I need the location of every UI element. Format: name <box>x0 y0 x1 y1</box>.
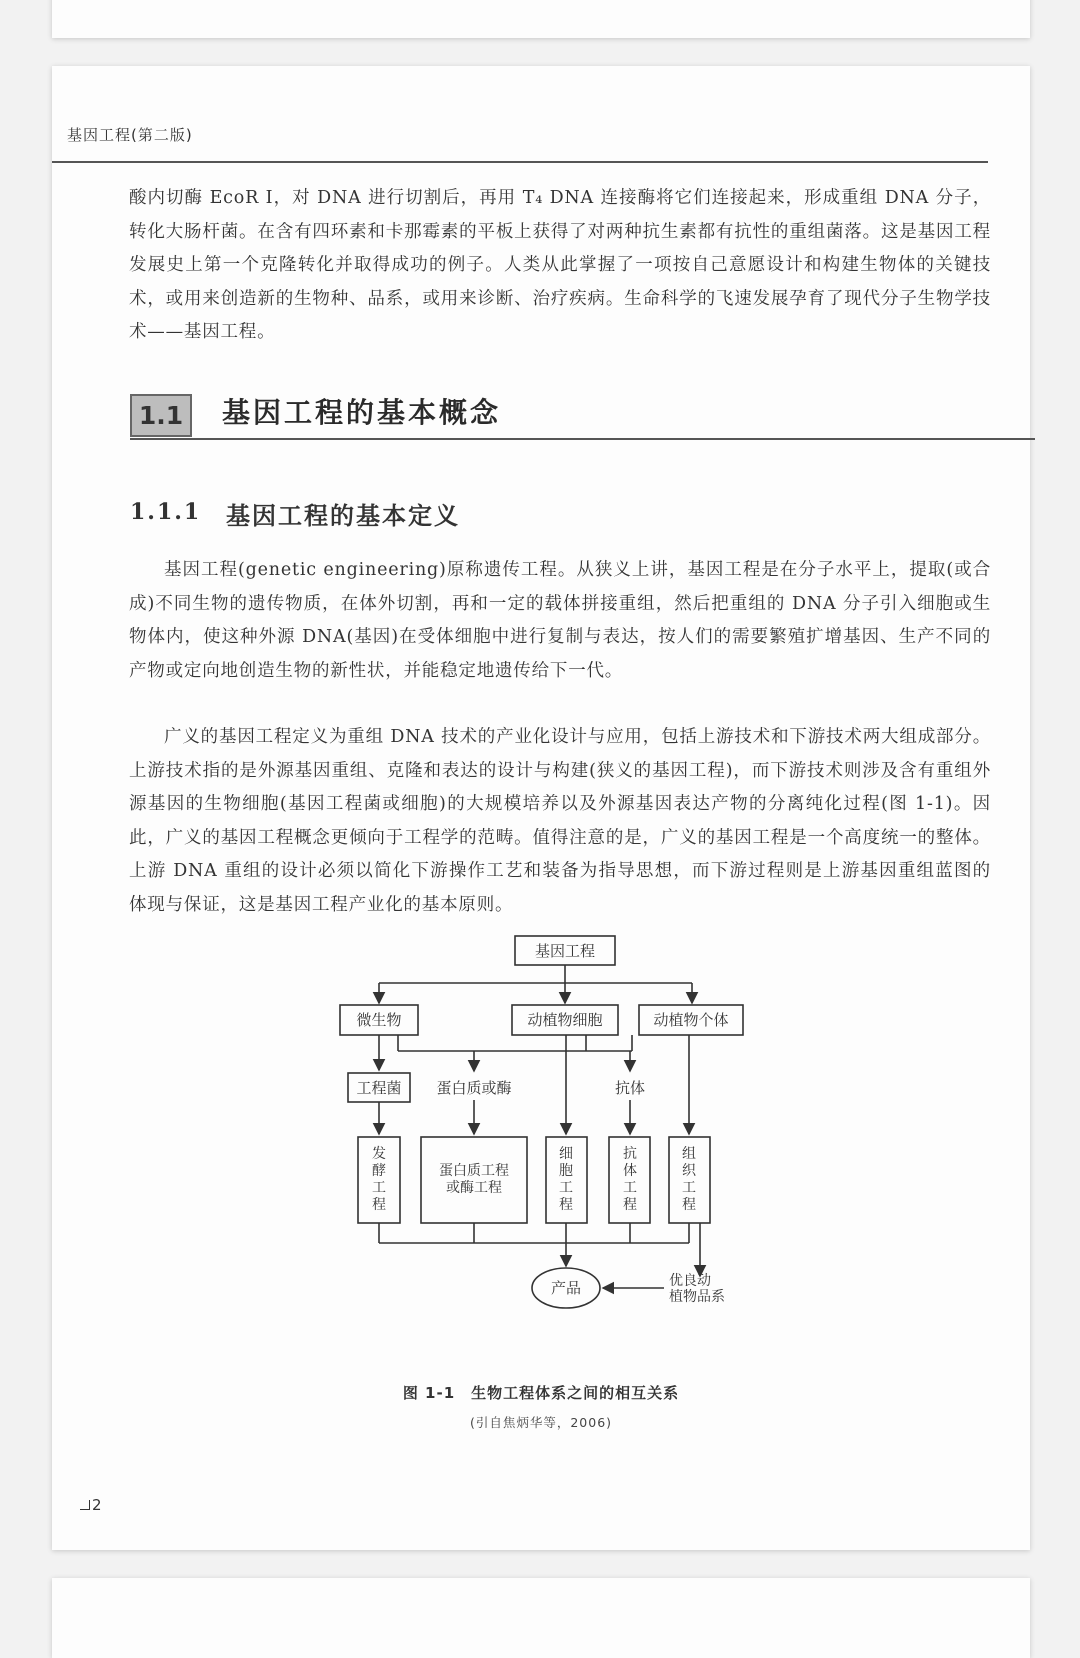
node-product <box>532 1268 600 1308</box>
node-cells <box>512 1005 618 1035</box>
node-antibody-engineering <box>609 1137 650 1223</box>
label-cell-engineering-char: 细 <box>559 1146 573 1162</box>
node-tissue-engineering <box>669 1137 710 1223</box>
page-number <box>80 1496 102 1514</box>
subsection-number: 1.1.1 <box>130 499 202 525</box>
label-fermentation-char: 发 <box>372 1146 386 1162</box>
label-protein-engineering-line1: 蛋白质工程 <box>439 1163 509 1179</box>
node-cell-engineering <box>546 1137 587 1223</box>
page-corner-mark <box>80 1500 90 1510</box>
label-antibody-engineering-char: 程 <box>623 1197 637 1213</box>
label-protein-engineering-line2: 或酶工程 <box>446 1180 502 1196</box>
intro-paragraph: 酸内切酶 EcoR Ⅰ，对 DNA 进行切割后，再用 T₄ DNA 连接酶将它们连接起来，形成重组 DNA 分子，转化大肠杆菌。在含有四环素和卡那霉素的平板上获得了对两种抗生素都有抗性的重组菌落。这是基因工程发展史上第一个克隆转化并取得成功的例子。人类从此掌握了一项按自己意愿设计和构建生物体的关键技术，或用来创造新的生物种、品系，或用来诊断、治疗疾病。生命科学的飞速发展孕育了现代分子生物学技术——基因工程。 <box>129 188 991 342</box>
label-antibody-engineering-char: 抗 <box>623 1146 637 1162</box>
node-fermentation <box>358 1137 400 1223</box>
subsection-title: 基因工程的基本定义 <box>226 501 460 530</box>
label-protein-enzyme: 蛋白质或酶 <box>436 1079 512 1097</box>
label-cells: 动植物细胞 <box>527 1011 603 1029</box>
running-head: 基因工程(第二版) <box>67 126 193 144</box>
node-root <box>515 936 615 965</box>
label-tissue-engineering-char: 织 <box>682 1163 696 1179</box>
paragraph-broad-definition: 广义的基因工程定义为重组 DNA 技术的产业化设计与应用，包括上游技术和下游技术两大组成部分。上游技术指的是外源基因重组、克隆和表达的设计与构建(狭义的基因工程)，而下游技术则涉及含有重组外源基因的生物细胞(基因工程菌或细胞)的大规模培养以及外源基因表达产物的分离纯化过程(图 1-1)。因此，广义的基因工程概念更倾向于工程学的范畴。值得注意的是，广义的基因工程是一个高度统一的整体。上游 DNA 重组的设计必须以简化下游操作工艺和装备为指导思想，而下游过程则是上游基因重组蓝图的体现与保证，这是基因工程产业化的基本原则。 <box>129 727 991 915</box>
label-fermentation-char: 工 <box>372 1180 386 1196</box>
label-microbe: 微生物 <box>356 1011 402 1029</box>
label-cell-engineering-char: 工 <box>559 1180 573 1196</box>
label-cell-engineering-char: 胞 <box>559 1163 573 1179</box>
node-protein-engineering <box>421 1137 527 1223</box>
label-antibody: 抗体 <box>614 1079 646 1097</box>
section-number: 1.1 <box>130 394 192 437</box>
label-fermentation-char: 程 <box>372 1197 386 1213</box>
label-antibody-engineering-char: 工 <box>623 1180 637 1196</box>
figure-caption: 图 1-1 生物工程体系之间的相互关系 <box>402 1384 680 1402</box>
label-cell-engineering-char: 程 <box>559 1197 573 1213</box>
section-title: 基因工程的基本概念 <box>222 396 502 429</box>
figure-source: (引自焦炳华等，2006) <box>469 1415 613 1430</box>
next-page <box>52 1578 1030 1658</box>
paragraph-narrow-definition: 基因工程(genetic engineering)原称遗传工程。从狭义上讲，基因工程是在分子水平上，提取(或合成)不同生物的遗传物质，在体外切割，再和一定的载体拼接重组，然后把重组的 DNA 分子引入细胞或生物体内，使这种外源 DNA(基因)在受体细胞中进行复制与表达，按人们的需要繁殖扩增基因、生产不同的产物或定向地创造生物的新性状，并能稳定地遗传给下一代。 <box>129 560 991 681</box>
label-root: 基因工程 <box>534 942 596 960</box>
label-tissue-engineering-char: 组 <box>682 1146 696 1162</box>
previous-page <box>52 0 1030 38</box>
label-organism: 动植物个体 <box>653 1011 729 1029</box>
node-microbe <box>340 1005 418 1035</box>
book-page <box>52 66 1030 1550</box>
label-side-note-line1: 优良动 <box>669 1273 711 1289</box>
node-engineered-bacteria <box>348 1073 410 1102</box>
label-side-note-line2: 植物品系 <box>669 1289 725 1305</box>
label-antibody-engineering-char: 体 <box>623 1163 637 1179</box>
label-engineered-bacteria: 工程菌 <box>356 1079 402 1097</box>
label-tissue-engineering-char: 工 <box>682 1180 696 1196</box>
label-fermentation-char: 酵 <box>372 1163 386 1179</box>
section-rule <box>130 438 1035 440</box>
header-rule <box>52 161 988 163</box>
label-product: 产品 <box>550 1279 582 1297</box>
label-tissue-engineering-char: 程 <box>682 1197 696 1213</box>
node-organism <box>639 1005 743 1035</box>
page-number-text: 2 <box>92 1496 102 1514</box>
